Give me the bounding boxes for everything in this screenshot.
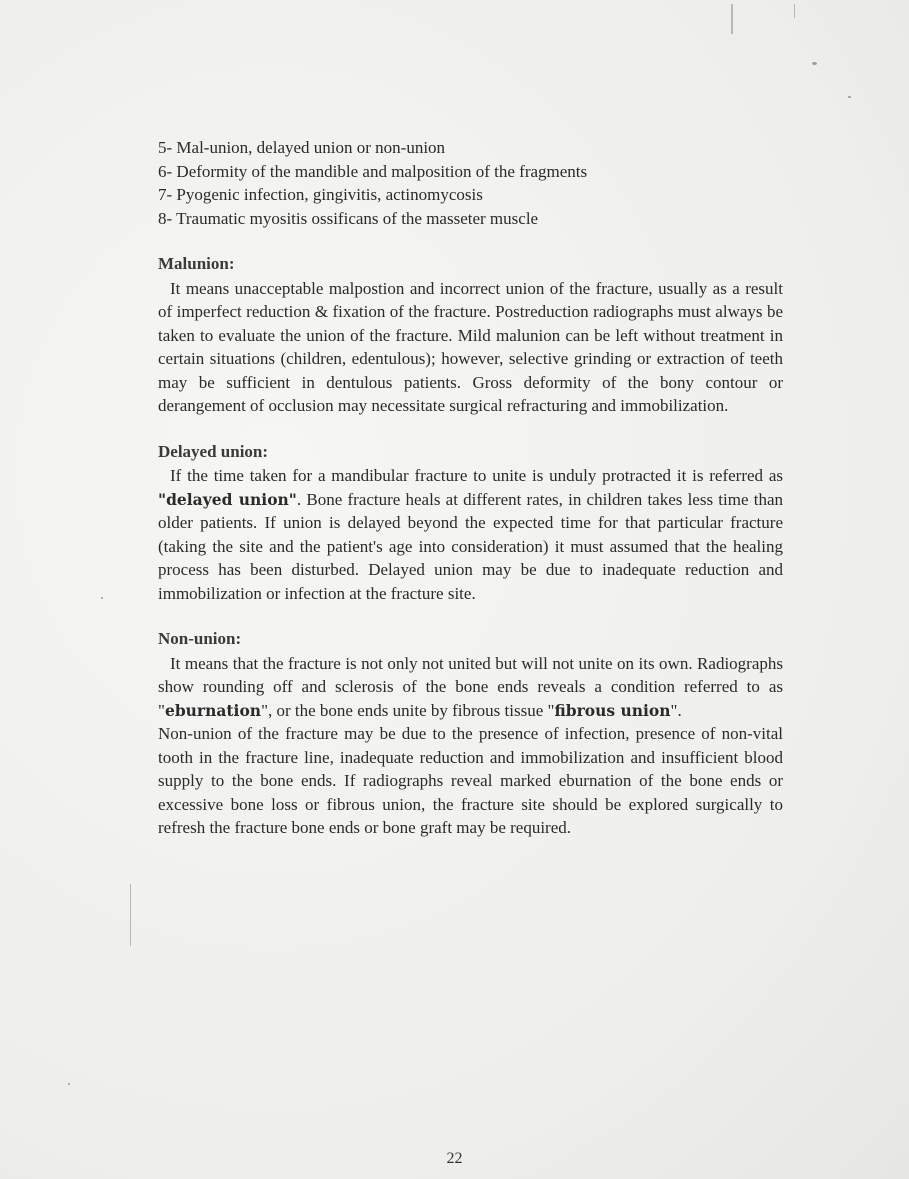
list-item: 6- Deformity of the mandible and malposition of the fragments <box>158 161 588 181</box>
speck <box>68 1083 70 1085</box>
non-union-section <box>158 627 783 840</box>
scan-mark-top-right <box>794 4 795 18</box>
fibrous-union-term: fibrous union <box>554 700 671 720</box>
non-union-heading: Non-union: <box>158 629 242 648</box>
scan-mark-top <box>731 4 733 34</box>
eburnation-term: eburnation <box>164 700 262 720</box>
malunion-section <box>158 252 783 418</box>
page-number: 22 <box>446 1150 463 1167</box>
delayed-union-paragraph <box>158 464 783 605</box>
list-item: 7- Pyogenic infection, gingivitis, actinomycosis <box>158 185 483 204</box>
delayed-union-text-after: . Bone fracture heals at different rates, in children takes less time than older patients. If union is delayed beyond the expected time for that particular fracture (taking the site and the patient's age into consideration) it must assumed that the healing process has been disturbed. Delayed union may be due to inadequate reduction and immobilization or infection at the fracture site. <box>158 489 783 603</box>
malunion-paragraph: It means unacceptable malpostion and incorrect union of the fracture, usually as a result of imperfect reduction & fixation of the fracture. Postreduction radiographs must always be taken to evaluate the union of the fracture. Mild malunion can be left without treatment in certain situations (children, edentulous); however, selective grinding or extraction of teeth may be sufficient in dentulous patients. Gross deformity of the bony contour or derangement of occlusion may necessitate surgical refracturing and immobilization. <box>158 278 783 415</box>
list-item: 5- Mal-union, delayed union or non-union <box>158 138 446 157</box>
delayed-union-heading: Delayed union: <box>158 441 269 461</box>
delayed-union-section <box>158 440 783 606</box>
non-union-text-after: ". <box>670 700 682 720</box>
delayed-union-text-before: If the time taken for a mandibular fracture to unite is unduly protracted it is referred as <box>170 466 783 485</box>
complications-list <box>158 136 783 230</box>
malunion-heading: Malunion: <box>158 254 235 273</box>
non-union-text-before: It means that the fracture is not only not united but will not unite on its own. Radiographs show rounding off and sclerosis of the bone ends reveals a condition referred to as " <box>158 653 783 720</box>
document-body <box>158 136 783 840</box>
non-union-text-middle: ", or the bone ends unite by fibrous tissue " <box>261 700 555 720</box>
speck <box>848 96 851 98</box>
non-union-paragraph-1 <box>158 652 783 723</box>
speck <box>101 597 103 599</box>
speck <box>812 62 817 65</box>
list-item: 8- Traumatic myositis ossificans of the masseter muscle <box>158 208 539 228</box>
delayed-union-term: "delayed union" <box>158 489 297 509</box>
scan-mark-left <box>130 884 131 946</box>
non-union-paragraph-2: Non-union of the fracture may be due to the presence of infection, presence of non-vital tooth in the fracture line, inadequate reduction and immobilization and insufficient blood supply to the bone ends. If radiographs reveal marked eburnation of the bone ends or excessive bone loss or fibrous union, the fracture site should be explored surgically to refresh the fracture bone ends or bone graft may be required. <box>158 724 783 837</box>
